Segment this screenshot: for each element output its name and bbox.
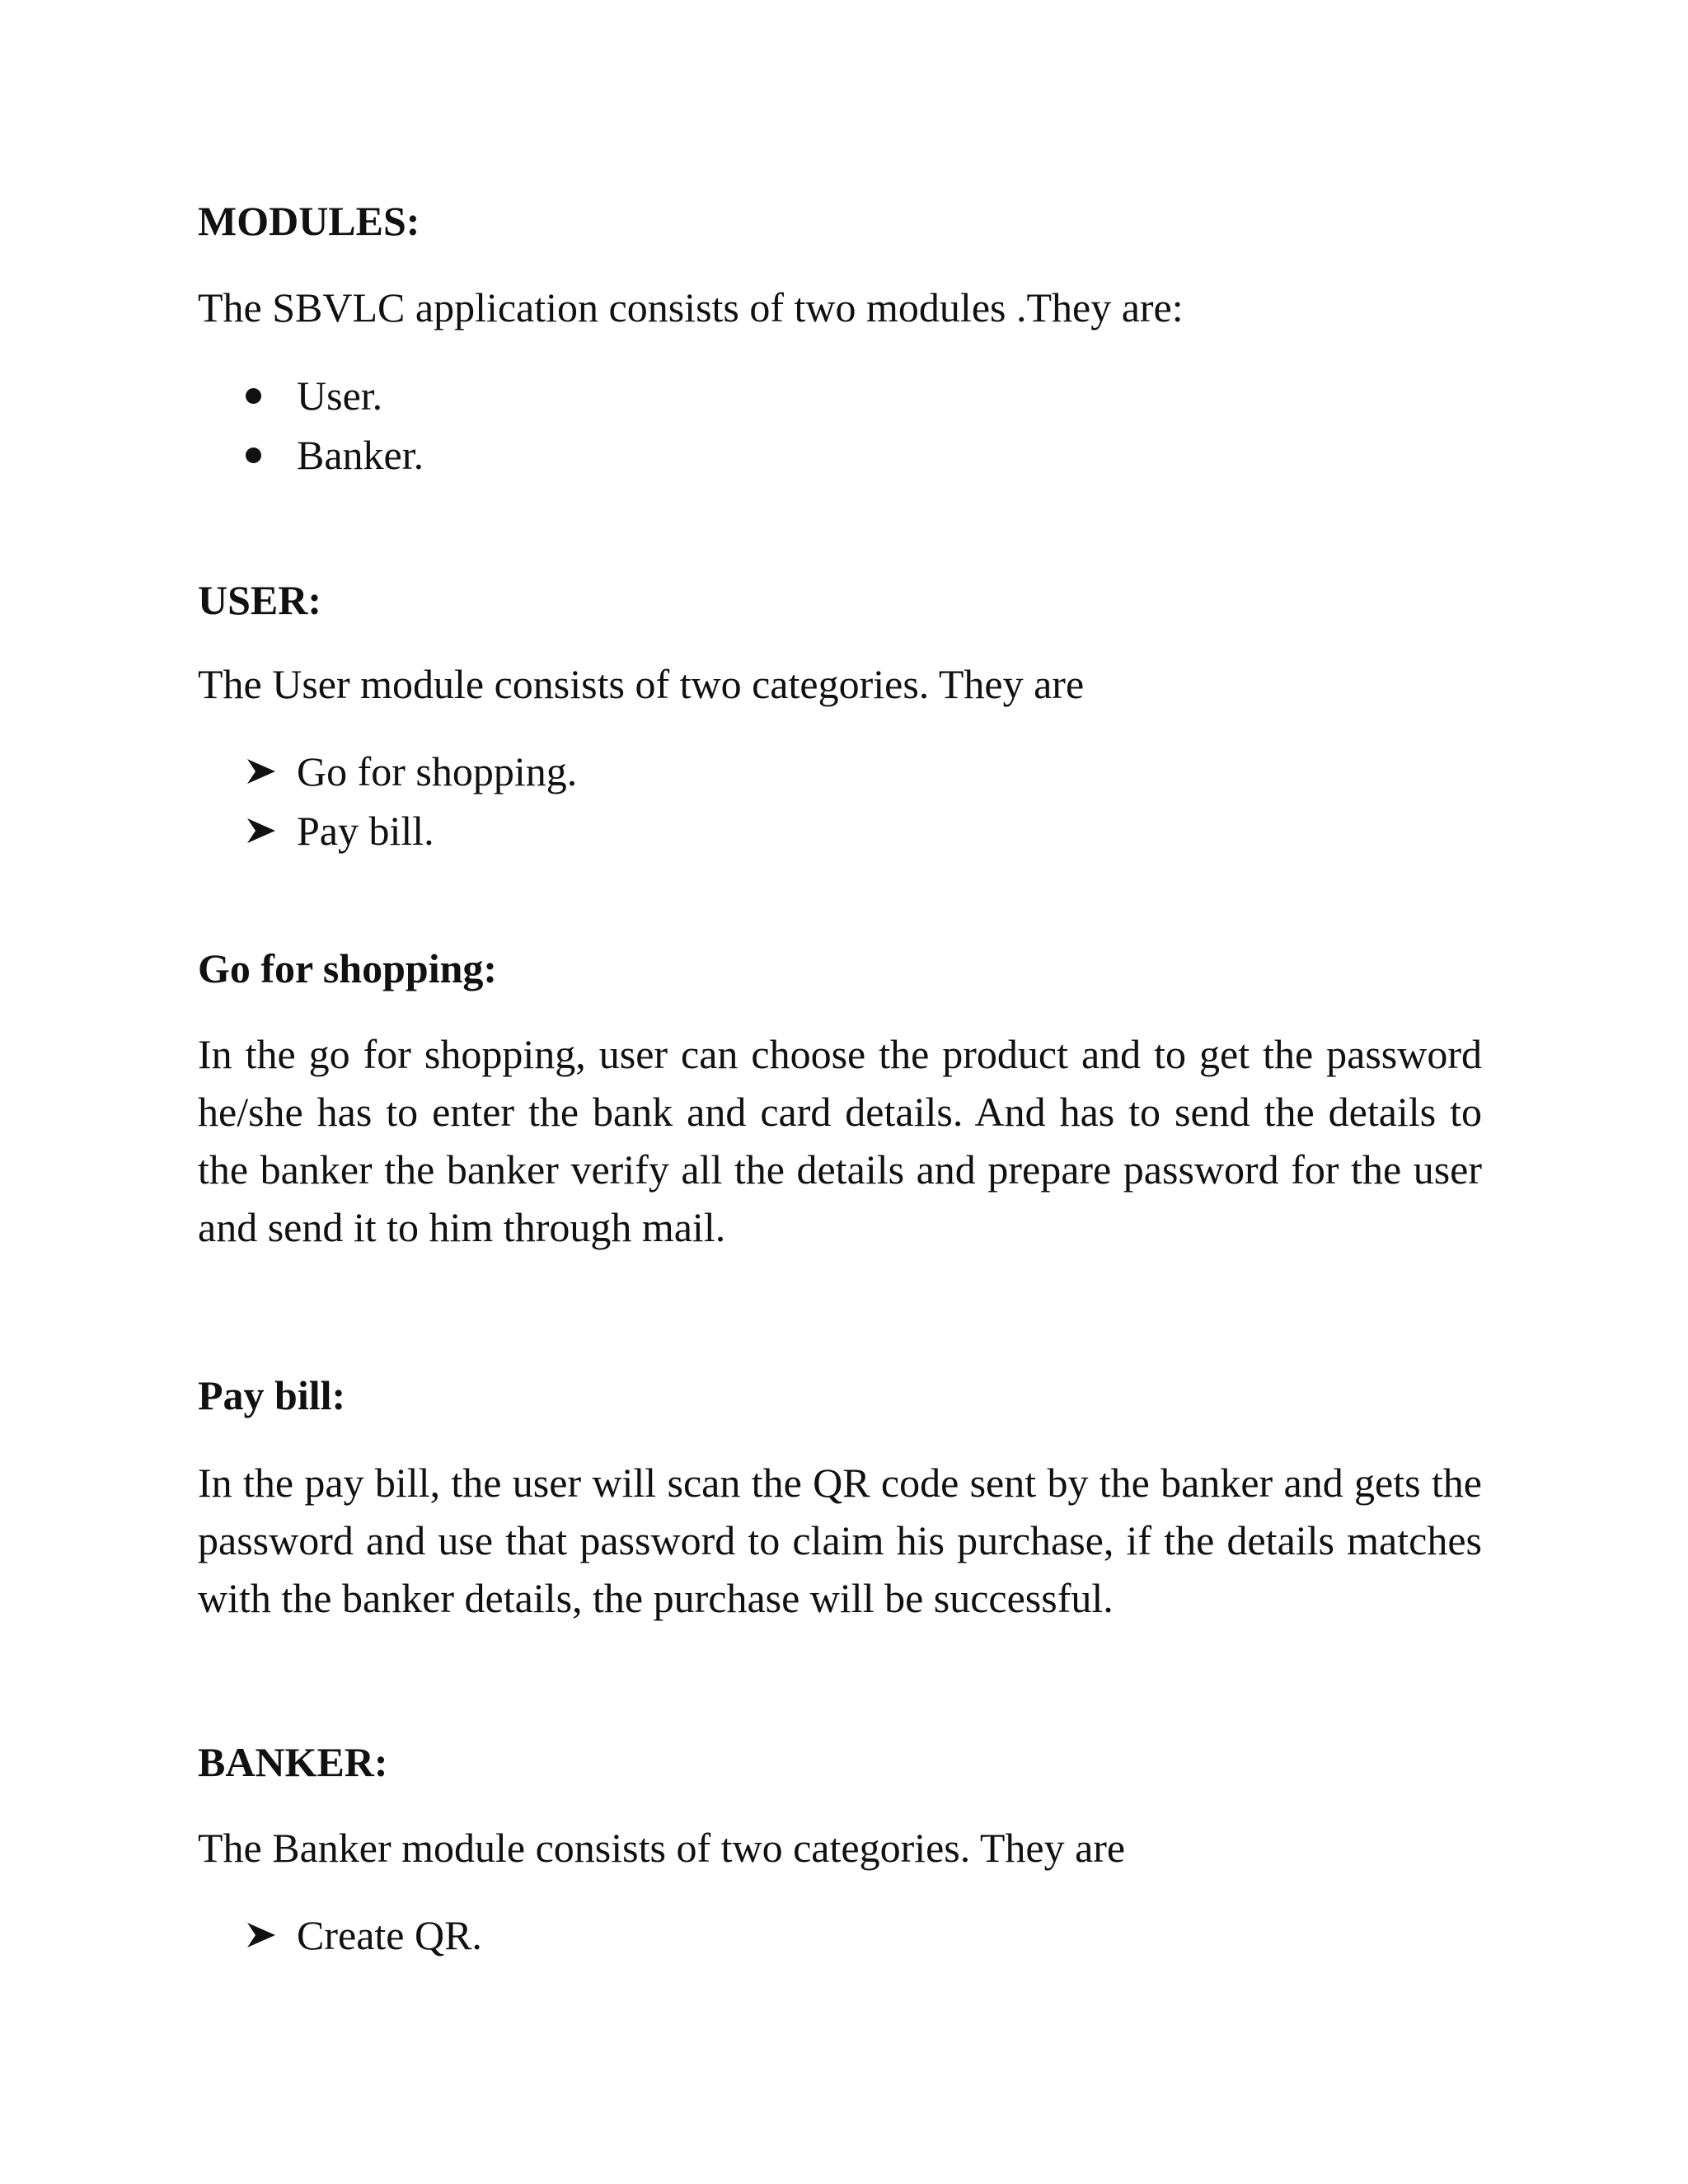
user-heading: USER: (198, 577, 322, 623)
pay-bill-text: In the pay bill, the user will scan the QR code sent by the banker and gets the password and use that password to claim his purchase, if the details matches with the banker details, the purchase will be successful. (198, 1460, 1482, 1621)
list-item-label: User. (297, 373, 383, 419)
banker-intro: The Banker module consists of two categories. They are (198, 1825, 1126, 1871)
user-list (198, 742, 1484, 860)
list-item-label: Create QR. (297, 1912, 482, 1958)
modules-list (198, 366, 1484, 485)
list-item (198, 1905, 1484, 1965)
arrowhead-bullet-icon (246, 742, 279, 801)
list-item (198, 366, 1484, 425)
list-item (198, 425, 1484, 485)
list-item-label: Go for shopping. (297, 748, 578, 794)
modules-heading: MODULES: (198, 198, 420, 244)
user-intro: The User module consists of two categories. They are (198, 661, 1085, 707)
banker-list (198, 1905, 1484, 1965)
go-for-shopping-heading: Go for shopping: (198, 945, 498, 991)
list-item (198, 742, 1484, 801)
list-item-label: Pay bill. (297, 808, 434, 854)
banker-heading: BANKER: (198, 1739, 388, 1785)
go-for-shopping-text: In the go for shopping, user can choose the product and to get the password he/she has to enter the bank and card details. And has to send the details to the banker the banker verify all the details and prepare password for the user and send it to him through mail. (198, 1031, 1482, 1250)
modules-intro: The SBVLC application consists of two modules .They are: (198, 284, 1184, 330)
bullet-icon (246, 425, 279, 485)
bullet-icon (246, 366, 279, 425)
pay-bill-heading: Pay bill: (198, 1372, 346, 1418)
arrowhead-bullet-icon (246, 1905, 279, 1965)
list-item-label: Banker. (297, 432, 424, 478)
arrowhead-bullet-icon (246, 801, 279, 860)
list-item (198, 801, 1484, 860)
